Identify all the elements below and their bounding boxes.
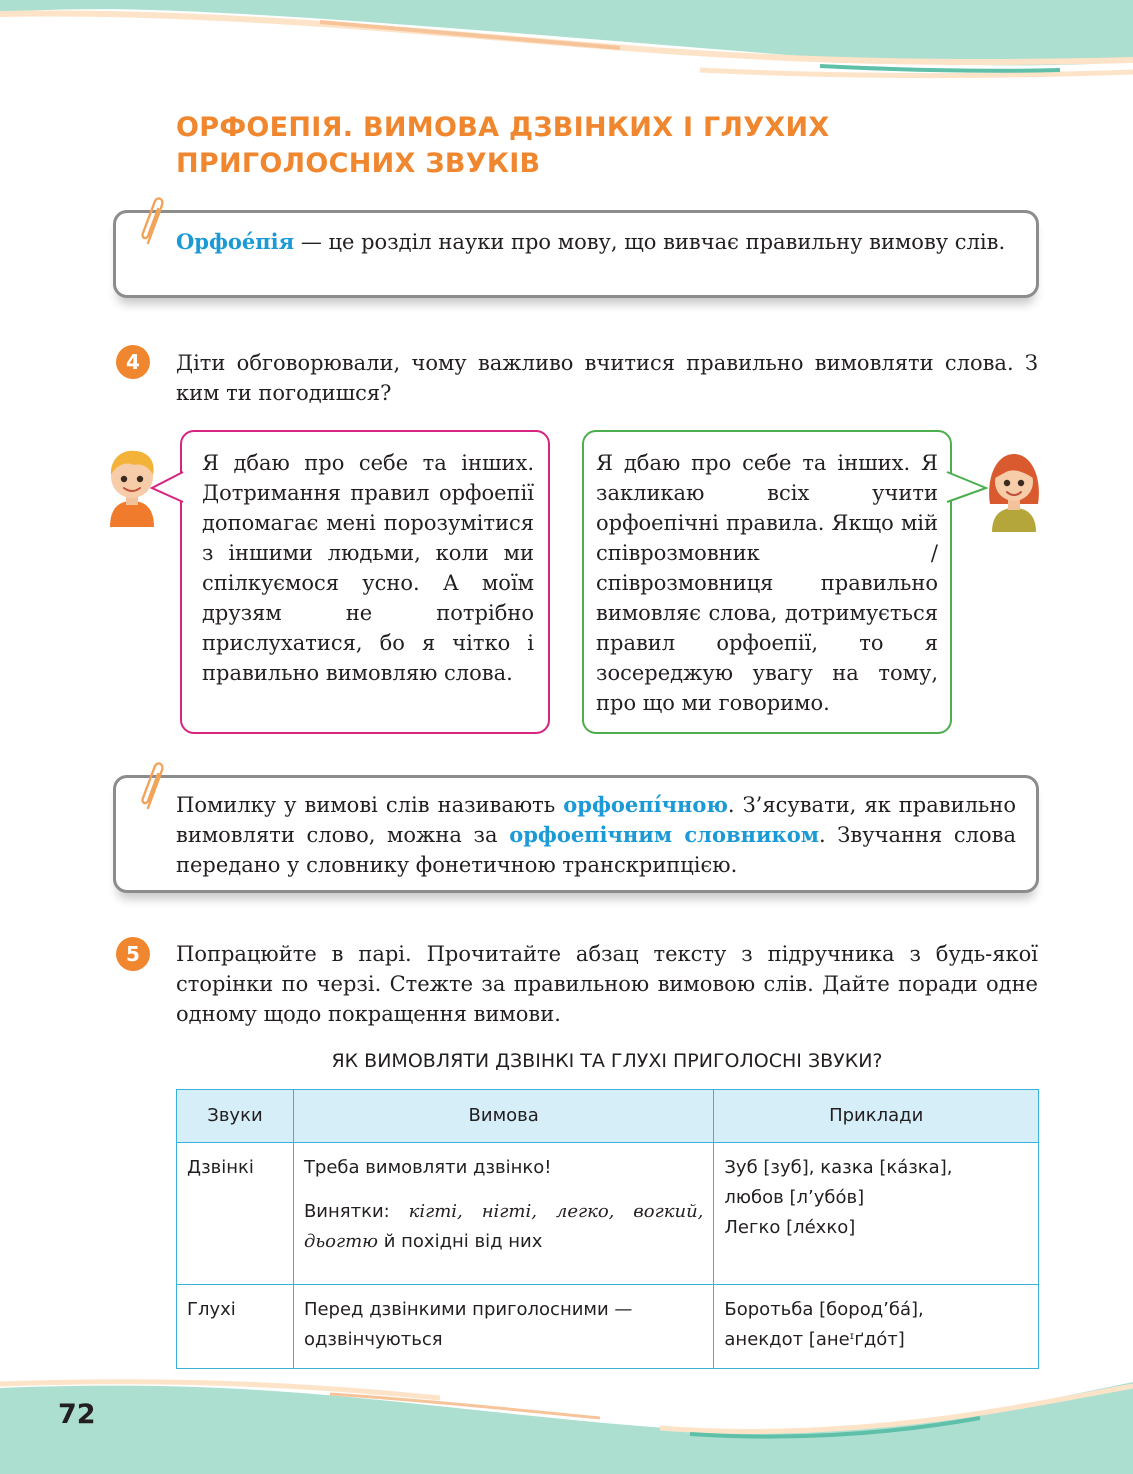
definition-box-orthoepy <box>113 210 1039 298</box>
cell-examples-voiceless: Боротьба [бород’ба́], анекдот [анеᶦґдо́т] <box>714 1285 1039 1369</box>
table-title: ЯК ВИМОВЛЯТИ ДЗВІНКІ ТА ГЛУХІ ПРИГОЛОСНІ ЗВУКИ? <box>331 1050 883 1072</box>
cell-rule-voiceless: Перед дзвінкими приголосними — одзвінчуються <box>293 1285 713 1369</box>
title-line-1: ОРФОЕПІЯ. ВИМОВА ДЗВІНКИХ І ГЛУХИХ <box>176 112 830 143</box>
task-number-badge: 5 <box>116 937 150 971</box>
girl-bubble-tail <box>946 470 988 506</box>
table-header-row <box>177 1090 1039 1143</box>
boy-bubble-tail <box>150 470 184 506</box>
header-pronunciation: Вимова <box>293 1090 713 1143</box>
definition-2-text: Помилку у вимові слів називають орфоепі́чною. З’ясувати, як правильно вимовляти слово, можна за орфоепічним словником. Звучання слова передано у словнику фонетичною транскрипцією. <box>176 792 1016 877</box>
header-examples: Приклади <box>714 1090 1039 1143</box>
cell-rule-voiced: Треба вимовляти дзвінко! Винятки: кігті, нігті, легко, вогкий, дьогтю й похідні від них <box>293 1143 713 1285</box>
task-4-text: Діти обговорювали, чому важливо вчитися правильно вимовляти слова. З ким ти погодишся? <box>176 351 1038 405</box>
boy-speech-bubble <box>180 430 550 734</box>
table-row <box>177 1143 1039 1285</box>
header-sounds: Звуки <box>177 1090 294 1143</box>
girl-speech-bubble <box>582 430 952 734</box>
boy-speech-text: Я дбаю про себе та інших. Дотримання правил орфоепії допомагає мені порозумітися з іншими людьми, коли ми спілкуємося усно. А моїм друзям не потрібно прислухатися, бо я чітко і правильно вимовляю слова. <box>202 451 534 685</box>
girl-speech-text: Я дбаю про себе та інших. Я закликаю всіх учити орфоепічні правила. Якщо мій співрозмовник / співрозмовниця правильно вимовляє слова, дотримується правил орфоепії, то я зосереджую увагу на тому, про що ми говоримо. <box>596 451 938 715</box>
exceptions-text: Винятки: кігті, нігті, легко, вогкий, дьогтю й похідні від них <box>303 1201 704 1252</box>
cell-sound-voiceless: Глухі <box>177 1285 294 1369</box>
title-line-2: ПРИГОЛОСНИХ ЗВУКІВ <box>176 148 541 179</box>
lesson-title <box>176 110 976 182</box>
term-orthoepic: орфоепі́чною <box>563 792 728 817</box>
bottom-decorative-band <box>0 1370 1133 1474</box>
cell-examples-voiced: Зуб [зуб], казка [ка́зка], любов [л’убо́в] Легко [ле́хко] <box>714 1143 1039 1285</box>
definition-box-orthoepic-error <box>113 775 1039 893</box>
definition-text: Орфое́пія — це розділ науки про мову, що вивчає правильну вимову слів. <box>176 229 1006 254</box>
girl-avatar-icon <box>984 448 1044 532</box>
consonants-table <box>176 1089 1039 1369</box>
cell-sound-voiced: Дзвінкі <box>177 1143 294 1285</box>
paperclip-icon <box>138 758 170 814</box>
term-orthoepy: Орфое́пія <box>176 229 295 254</box>
task-5-text: Попрацюйте в парі. Прочитайте абзац тексту з підручника з будь-якої сторінки по черзі. Стежте за правильною вимовою слів. Дайте поради одне одному щодо покращення вимови. <box>176 942 1038 1026</box>
term-orthoepic-dictionary: орфоепічним словником <box>509 822 819 847</box>
task-number-badge: 4 <box>116 345 150 379</box>
table-row <box>177 1285 1039 1369</box>
paperclip-icon <box>138 193 170 249</box>
page-number: 72 <box>58 1399 96 1430</box>
top-decorative-band <box>0 0 1133 100</box>
